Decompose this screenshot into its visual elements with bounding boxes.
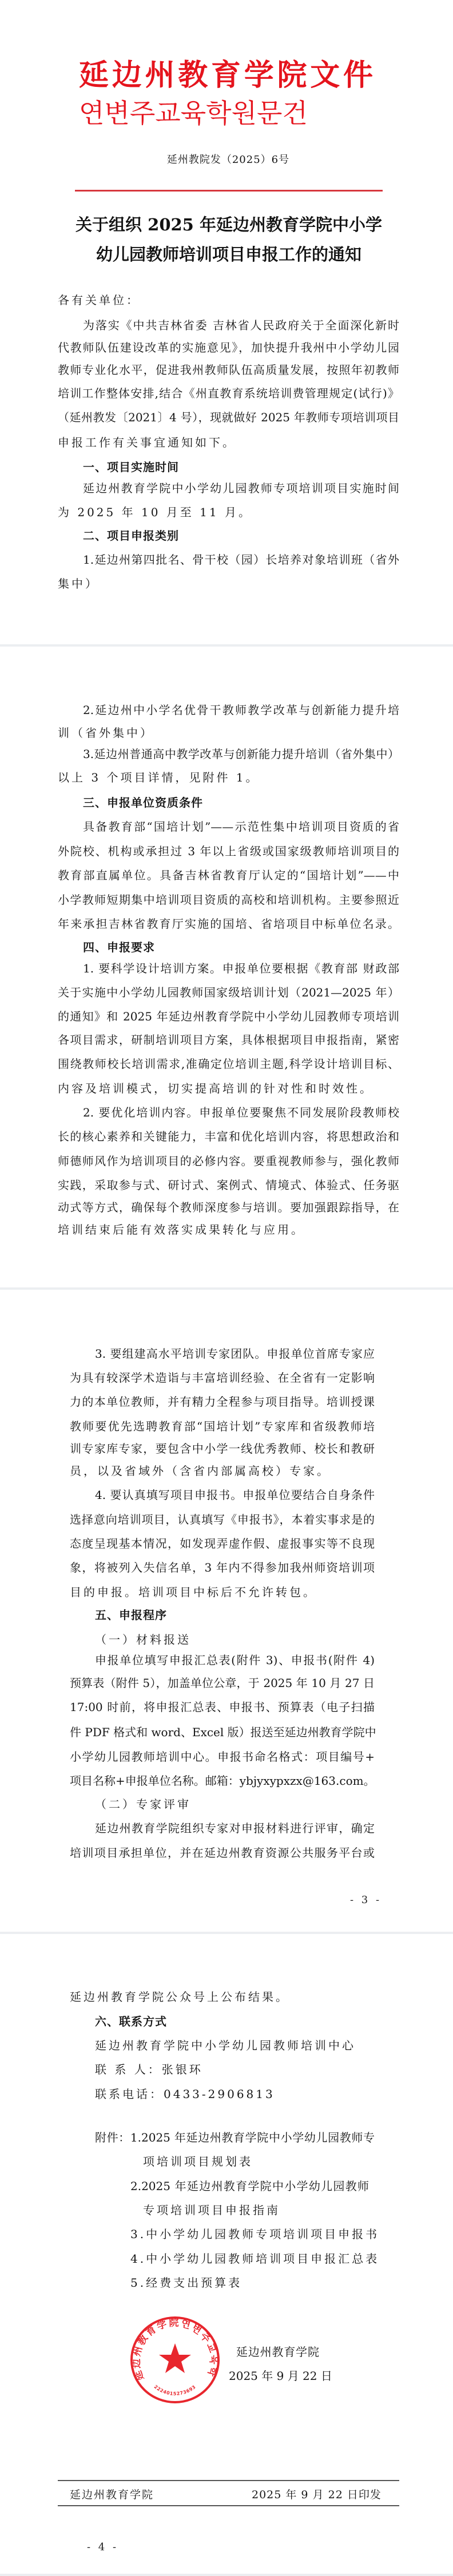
body-line: 延边州教育学院中小学幼儿园教师专项培训项目实施时间 [83,481,399,495]
body-line: 长的核心素养和关键能力，丰富和优化培训内容，将思想政治和 [58,1130,399,1143]
document-header-title: 延边州教育学院文件 [79,58,373,93]
body-line: 小学教师短期集中培训项目资质的高校和培训机构。主要参照近 [58,893,399,907]
body-line: 延边州教育学院组织专家对申报材料进行评审，确定 [95,1821,375,1835]
body-line: 预算表（附件 5），加盖单位公章，于 2025 年 10 月 27 日 [70,1676,375,1690]
body-line: 3.延边州普通高中教学改革与创新能力提升培训（省外集中） [83,747,399,761]
body-line: 2.延边州中小学名优骨干教师教学改革与创新能力提升培 [83,703,399,717]
document-header-title-korean: 연변주교육학원문건 [79,98,308,129]
body-line: 17:00 时前，将申报汇总表、申报书、预算表（电子扫描 [70,1700,375,1714]
page-number: - 3 - [350,1894,382,1906]
body-line: 员，以及省域外（含省内部属高校）专家。 [70,1464,331,1478]
body-line: 选择意向培训项目，认真填写《申报书》，本着实事求是的 [70,1513,375,1526]
body-line: 的通知》和 2025 年延边州教育学院中小学幼儿园教师专项培训 [58,1010,399,1023]
section-heading: 四、申报要求 [83,940,155,954]
body-line: 围绕教师校长培训需求,准确定位培训主题,科学设计培训目标、 [58,1057,399,1071]
body-line: 教育部直属单位。具备吉林省教育厅认定的“国培计划”——中 [58,868,399,882]
page-separator [0,2574,453,2576]
attachment-item: 4.中小学幼儿园教师培训项目申报汇总表 [130,2252,380,2266]
intro-line: （延州教发〔2021〕4 号），现就做好 2025 年教师专项培训项目 [58,410,399,424]
footer-divider-top [58,2480,399,2481]
attachment-item: 5.经费支出预算表 [130,2276,243,2290]
attachment-item: 3.中小学幼儿园教师专项培训项目申报书 [130,2227,380,2241]
subsection-heading: （二）专家评审 [95,1797,191,1811]
notice-title-line-1: 关于组织 2025 年延边州教育学院中小学 [76,215,382,234]
section-heading: 三、申报单位资质条件 [83,796,203,810]
section-heading: 六、联系方式 [95,2015,167,2028]
body-line: 1. 要科学设计培训方案。申报单位要根据《教育部 财政部 [83,962,399,975]
attachment-title-continued: 项培训项目规划表 [143,2155,253,2168]
seal-graphic [129,2315,221,2405]
body-line: 为具有较深学术造诣与丰富培训经验、在全省有一定影响 [70,1371,375,1385]
body-line: 各项目需求，研制培训项目方案，具体根据项目申报指南，紧密 [58,1033,399,1047]
attachments-label: 附件： [95,2131,130,2144]
attachment-title-continued: 专项培训项目申报指南 [143,2203,280,2217]
notice-title-line-2: 幼儿园教师培训项目申报工作的通知 [96,245,361,264]
body-line: 2. 要优化培训内容。申报单位要聚焦不同发展阶段教师校 [83,1106,399,1119]
body-line: 培训项目承担单位，并在延边州教育资源公共服务平台或 [70,1846,375,1860]
star-icon [159,2343,191,2373]
intro-line: 代教师队伍建设改革的实施意见》，加快提升我州中小学幼儿园 [58,341,399,354]
body-line: 申报单位填写申报汇总表(附件 3)、申报书(附件 4) [95,1653,375,1667]
body-line: 训（省外集中） [58,726,154,740]
page-separator [0,1932,453,1934]
body-line: 小学幼儿园教师培训中心。申报书命名格式：项目编号+ [70,1750,375,1764]
body-line: 为 2025 年 10 月至 11 月。 [58,505,252,519]
section-heading: 二、项目申报类别 [83,529,179,543]
contact-person: 联 系 人：张银环 [95,2063,203,2076]
body-line: 培训结束后能有效落实成果转化与应用。 [58,1223,305,1237]
body-line: 1.延边州第四批名、骨干校（园）长培养对象培训班（省外 [83,553,399,567]
signature-date: 2025 年 9 月 22 日 [229,2369,332,2383]
intro-line: 培训工作整体安排,结合《州直教育系统培训费管理规定(试行)》 [58,386,399,400]
salutation: 各有关单位： [58,293,140,307]
body-line: 项目名称+申报单位名称。邮箱：ybjyxypxzx@163.com。 [70,1774,375,1788]
subsection-heading: （一）材料报送 [95,1633,191,1646]
page-separator [0,644,453,647]
attachment-title: 1.2025 年延边州教育学院中小学幼儿园教师专 [130,2131,375,2144]
body-line: 件 PDF 格式和 word、Excel 版）报送至延边州教育学院中 [70,1725,376,1739]
body-line: 集中） [58,577,99,591]
body-line: 3. 要组建高水平培训专家团队。申报单位首席专家应 [95,1347,375,1361]
body-line: 具备教育部“国培计划”——示范性集中培训项目资质的省 [83,820,399,834]
page-number: - 4 - [87,2541,119,2553]
body-line: 以上 3 个项目详情，见附件 1。 [58,771,260,784]
body-line: 训专家库专家，要包含中小学一线优秀教师、校长和教研 [70,1442,375,1456]
intro-line: 申报工作有关事宜通知如下。 [58,436,236,449]
body-line: 4. 要认真填写项目申报书。申报单位要结合自身条件 [95,1488,375,1502]
official-seal [129,2315,221,2405]
attachment-item: 2.2025 年延边州教育学院中小学幼儿园教师 [130,2179,369,2193]
seal-code: 2224015273693 [153,2384,197,2396]
attachment-item [70,2129,375,2146]
contact-organization: 延边州教育学院中小学幼儿园教师培训中心 [95,2039,356,2052]
body-line: 目的申报。培训项目中标后不允许转包。 [70,1585,317,1599]
body-line: 态度呈现基本情况，如发现弄虚作假、虚报事实等不良现 [70,1537,375,1550]
body-line: 动式等方式，确保每个教师深度参与培训。要加强跟踪指导，在 [58,1201,399,1214]
signature-organization: 延边州教育学院 [236,2345,319,2359]
page-separator [0,1287,453,1290]
seal-text: 延边州教育学院연변주교육학 [130,2317,220,2382]
body-line: 象，将被列入失信名单，3 年内不得参加我州师资培训项 [70,1561,375,1574]
document-number: 延州教院发（2025）6号 [166,154,290,166]
body-line: 教师要优先选聘教育部“国培计划”专家库和省级教师培 [70,1419,375,1433]
section-heading: 五、申报程序 [95,1608,167,1622]
footer-print-date: 2025 年 9 月 22 日印发 [252,2489,382,2501]
intro-line: 教师专业化水平，促进我州教师队伍高质量发展，按照年初教师 [58,363,399,377]
body-line: 力的本单位教师，并有精力全程参与项目指导。培训授课 [70,1395,375,1409]
footer-issuer: 延边州教育学院 [70,2489,154,2501]
body-line: 外院校、机构或承担过 3 年以上省级或国家级教师培训项目的 [58,844,399,858]
contact-phone: 联系电话：0433-2906813 [95,2087,275,2101]
body-line: 内容及培训模式，切实提高培训的针对性和时效性。 [58,1082,373,1095]
footer-divider-bottom [58,2505,399,2506]
body-line: 关于实施中小学幼儿园教师国家级培训计划（2021—2025 年） [58,986,399,999]
body-line: 实践，采取参与式、研讨式、案例式、情境式、体验式、任务驱 [58,1178,399,1192]
body-line: 年来承担吉林省教育厅实施的国培、省培项目中标单位名录。 [58,917,399,931]
intro-line: 为落实《中共吉林省委 吉林省人民政府关于全面深化新时 [83,318,399,332]
section-heading: 一、项目实施时间 [83,460,179,474]
body-line: 延边州教育学院公众号上公布结果。 [70,1990,289,2004]
body-line: 师德师风作为培训项目的必修内容。要重视教师参与，强化教师 [58,1154,399,1168]
header-divider [75,190,383,192]
